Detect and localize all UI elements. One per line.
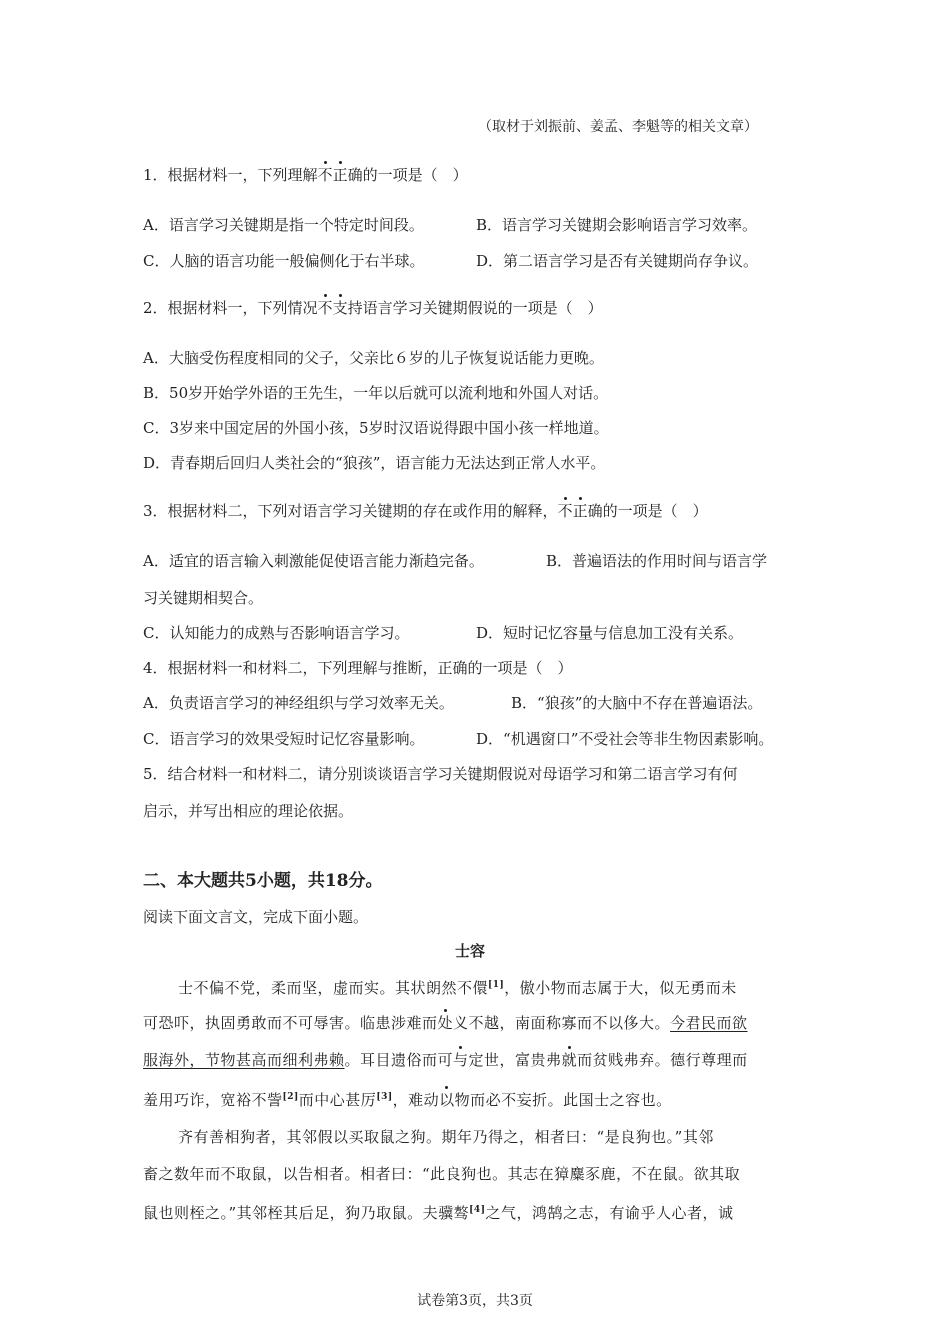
- q1-emphasis: [318, 166, 348, 184]
- footnote-ref-2: [2]: [282, 1092, 299, 1102]
- emphasis-char: 不: [317, 299, 333, 317]
- q1-option-b: B．语言学习关键期会影响语言学习效率。: [476, 216, 758, 234]
- q1-stem-text: 1．根据材料一，下列理解: [143, 166, 318, 184]
- q2-option-c: C．3岁来中国定居的外国小孩，5岁时汉语说得跟中国小孩一样地道。: [143, 419, 609, 437]
- passage-text: 士不偏不党，柔而坚，虚而实。其状朗然不儇: [178, 979, 489, 997]
- emphasis-char: 正: [332, 166, 348, 184]
- q4-option-a: A．负责语言学习的神经组织与学习效率无关。: [143, 694, 454, 712]
- q1-option-c: C．人脑的语言功能一般偏侧化于右半球。: [143, 252, 425, 270]
- passage-text: 义不越，南面称寡而不以侈大。: [453, 1014, 671, 1032]
- passage-p2-line-1: 齐有善相狗者，其邻假以买取鼠之狗。期年乃得之，相者曰：“是良狗也。”其邻: [178, 1128, 714, 1146]
- q3-option-a: A．适宜的语言输入刺激能促使语言能力渐趋完备。: [143, 552, 484, 570]
- passage-p1-line-2: [143, 1013, 748, 1033]
- q3-option-b: B．普遍语法的作用时间与语言学: [546, 552, 768, 570]
- q2-option-a: A．大脑受伤程度相同的父子，父亲比６岁的儿子恢复说话能力更晚。: [143, 349, 604, 367]
- emphasis-char: 不: [317, 166, 333, 184]
- question-4-stem: 4．根据材料一和材料二，下列理解与推断，正确的一项是（ ）: [143, 659, 573, 677]
- question-5-line-1: 5．结合材料一和材料二，请分别谈谈语言学习关键期假说对母语学习和第二语言学习有何: [143, 765, 738, 783]
- question-3-stem: [143, 501, 708, 521]
- q3-option-c: C．认知能力的成熟与否影响语言学习。: [143, 624, 410, 642]
- q3-stem-text: 3．根据材料二，下列对语言学习关键期的存在或作用的解释，: [143, 502, 558, 520]
- section-2-instruction: 阅读下面文言文，完成下面小题。: [143, 908, 369, 926]
- passage-p1-line-1: [178, 975, 737, 998]
- passage-text: 鼠也则桎之。”其邻桎其后足，狗乃取鼠。夫骥骜: [143, 1204, 470, 1222]
- q1-stem-text-end: 确的一项是（ ）: [347, 166, 468, 184]
- passage-text: 而贫贱弗弃。德行尊理而: [577, 1051, 748, 1069]
- emphasis-char: 以: [439, 1091, 455, 1109]
- q4-option-b: B．“狼孩”的大脑中不存在普遍语法。: [511, 694, 763, 712]
- q4-option-d: D．“机遇窗口”不受社会等非生物因素影响。: [476, 730, 774, 748]
- passage-text: 可恐吓，执固勇敢而不可辱害。临患涉难而: [143, 1014, 438, 1032]
- passage-text: 定世，富贵弗: [468, 1051, 562, 1069]
- footnote-ref-4: [4]: [469, 1205, 486, 1215]
- q4-option-c: C．语言学习的效果受短时记忆容量影响。: [143, 730, 425, 748]
- passage-p2-line-3: [143, 1200, 733, 1223]
- passage-text: 。耳目遗俗而可: [344, 1051, 454, 1069]
- q1-option-d: D．第二语言学习是否有关键期尚存争议。: [476, 252, 759, 270]
- passage-p1-line-3: [143, 1050, 748, 1070]
- passage-text: ，傲小物而志属于大，似无勇而未: [504, 979, 737, 997]
- emphasis-char: 就: [561, 1051, 578, 1069]
- question-1-stem: [143, 165, 468, 185]
- q3-option-b-cont: 习关键期相契合。: [143, 589, 264, 607]
- question-2-stem: [143, 298, 603, 318]
- passage-title: 士容: [455, 942, 486, 960]
- passage-text: 而中心甚厉: [298, 1091, 377, 1109]
- q2-emphasis-text: [318, 299, 348, 317]
- footnote-ref-1: [1]: [488, 980, 505, 990]
- footnote-ref-3: [3]: [376, 1092, 393, 1102]
- page-footer: 试卷第3页，共3页: [417, 1293, 533, 1309]
- q2-stem-text-end: 持语言学习关键期假说的一项是（ ）: [347, 299, 603, 317]
- emphasis-char: 支: [332, 299, 348, 317]
- q2-option-b: B．50岁开始学外语的王先生，一年以后就可以流利地和外国人对话。: [143, 384, 609, 402]
- passage-text: ，难动: [392, 1091, 440, 1109]
- emphasis-char: 正: [572, 502, 588, 520]
- passage-text: 物而必不妄折。此国士之容也。: [454, 1091, 672, 1109]
- q3-emphasis-text: [558, 502, 588, 520]
- emphasis-char: 不: [557, 502, 573, 520]
- underlined-sentence: 服海外，节物甚高而细利弗赖: [143, 1051, 345, 1069]
- underlined-sentence: 今君民而欲: [670, 1014, 748, 1032]
- source-note: （取材于刘振前、姜孟、李魁等的相关文章）: [478, 119, 758, 135]
- emphasis-char: 与: [453, 1051, 469, 1069]
- section-2-heading: 二、本大题共5小题，共18分。: [143, 871, 383, 891]
- q1-emphasis-text: [318, 166, 348, 184]
- emphasis-char: 处: [437, 1014, 454, 1032]
- q1-option-a: A．语言学习关键期是指一个特定时间段。: [143, 216, 424, 234]
- q2-option-d: D．青春期后回归人类社会的“狼孩”，语言能力无法达到正常人水平。: [143, 454, 606, 472]
- q3-option-d: D．短时记忆容量与信息加工没有关系。: [476, 624, 744, 642]
- passage-text: 羞用巧诈，宽裕不訾: [143, 1091, 283, 1109]
- passage-text: 之气，鸿鹄之志，有谕乎人心者，诚: [485, 1204, 734, 1222]
- q2-stem-text: 2．根据材料一，下列情况: [143, 299, 318, 317]
- q3-stem-text-end: 确的一项是（ ）: [587, 502, 708, 520]
- question-5-line-2: 启示，并写出相应的理论依据。: [143, 802, 354, 820]
- passage-p1-line-4: [143, 1087, 672, 1110]
- passage-p2-line-2: 畜之数年而不取鼠，以告相者。相者曰：“此良狗也。其志在獐麋豕鹿，不在鼠。欲其取: [143, 1165, 741, 1183]
